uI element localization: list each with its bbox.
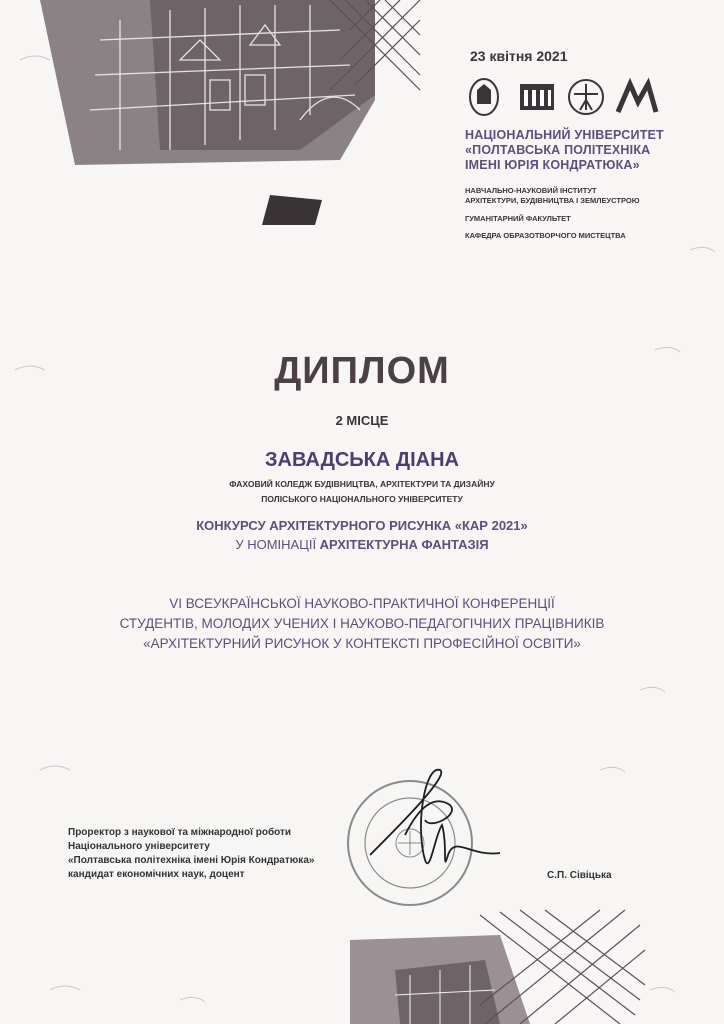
institute-line: НАВЧАЛЬНО-НАУКОВИЙ ІНСТИТУТ xyxy=(465,186,597,195)
institute-name xyxy=(465,186,639,206)
university-line: «ПОЛТАВСЬКА ПОЛІТЕХНІКА xyxy=(465,143,651,157)
university-emblem-icon xyxy=(470,79,498,115)
university-name xyxy=(465,128,664,173)
department-name: КАФЕДРА ОБРАЗОТВОРЧОГО МИСТЕЦТВА xyxy=(465,231,626,240)
position-line: кандидат економічних наук, доцент xyxy=(68,869,245,880)
nomination-line xyxy=(0,537,724,552)
recipient-name: ЗАВАДСЬКА ДІАНА xyxy=(264,449,459,471)
conference-line: СТУДЕНТІВ, МОЛОДИХ УЧЕНИХ І НАУКОВО-ПЕДАГОГІЧНИХ ПРАЦІВНИКІВ xyxy=(119,616,605,631)
building-logo-icon xyxy=(520,84,554,110)
college-line: ПОЛІСЬКОГО НАЦІОНАЛЬНОГО УНІВЕРСИТЕТУ xyxy=(261,494,463,504)
signer-name: С.П. Сівіцька xyxy=(547,870,612,881)
contest-name: КОНКУРСУ АРХІТЕКТУРНОГО РИСУНКА «КАР 2021» xyxy=(196,518,528,533)
letter-m-logo-icon xyxy=(618,84,656,112)
bottom-building-sketch xyxy=(350,910,645,1024)
position-line: Проректор з наукової та міжнародної роботи xyxy=(68,827,292,838)
top-building-sketch xyxy=(40,0,420,225)
diploma-date: 23 квітня 2021 xyxy=(470,48,568,64)
college-line: ФАХОВИЙ КОЛЕДЖ БУДІВНИЦТВА, АРХІТЕКТУРИ ТА ДИЗАЙНУ xyxy=(229,479,495,489)
nomination-prefix: У НОМІНАЦІЇ xyxy=(235,537,320,552)
university-line: НАЦІОНАЛЬНИЙ УНІВЕРСИТЕТ xyxy=(465,128,664,142)
position-line: «Полтавська політехніка імені Юрія Кондратюка» xyxy=(68,855,315,866)
stamp-and-signature xyxy=(330,765,510,915)
vitruvian-logo-icon xyxy=(569,80,603,114)
logo-row xyxy=(468,76,668,118)
conference-line: «АРХІТЕКТУРНИЙ РИСУНОК У КОНТЕКСТІ ПРОФЕСІЙНОЇ ОСВІТИ» xyxy=(143,636,581,651)
round-stamp-icon xyxy=(348,781,472,905)
university-line: ІМЕНІ ЮРІЯ КОНДРАТЮКА» xyxy=(465,158,640,172)
conference-line: VI ВСЕУКРАЇНСЬКОЇ НАУКОВО-ПРАКТИЧНОЇ КОНФЕРЕНЦІЇ xyxy=(169,596,555,611)
signatory-position xyxy=(68,826,314,882)
nomination-name: АРХІТЕКТУРНА ФАНТАЗІЯ xyxy=(319,537,489,552)
position-line: Національного університету xyxy=(68,841,210,852)
institute-line: АРХІТЕКТУРИ, БУДІВНИЦТВА І ЗЕМЛЕУСТРОЮ xyxy=(465,196,640,205)
diploma-title: ДИПЛОМ xyxy=(274,350,450,392)
award-place: 2 МІСЦЕ xyxy=(335,413,389,428)
faculty-name: ГУМАНІТАРНИЙ ФАКУЛЬТЕТ xyxy=(465,214,571,223)
